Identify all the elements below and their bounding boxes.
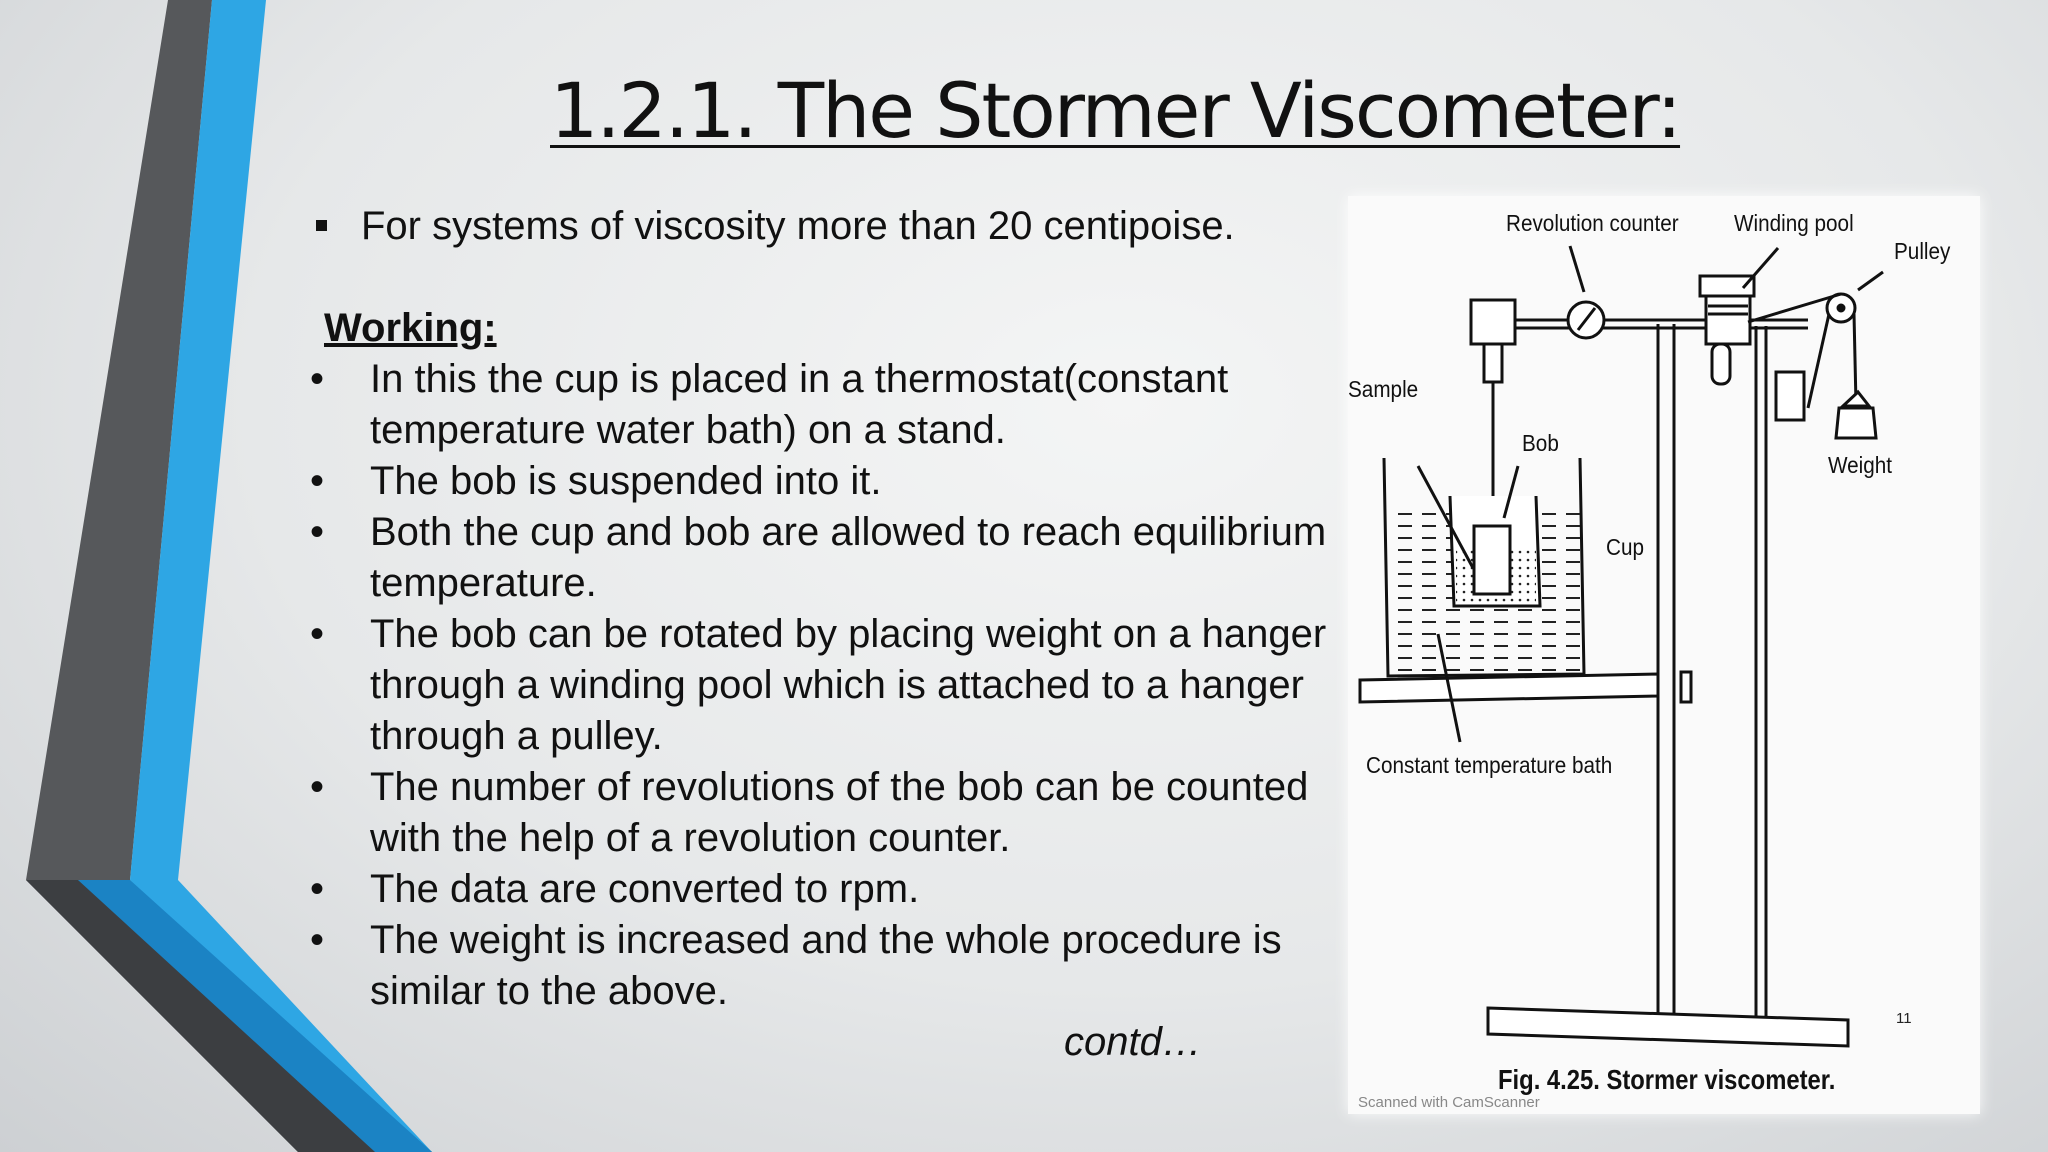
list-item-text: The number of revolutions of the bob can be counted with the help of a revolution counter. bbox=[370, 765, 1309, 860]
label-bob: Bob bbox=[1522, 430, 1559, 456]
label-pulley: Pulley bbox=[1894, 238, 1951, 264]
page-number: 11 bbox=[1896, 1010, 1912, 1027]
slide-title: 1.2.1. The Stormer Viscometer: bbox=[550, 66, 1681, 155]
square-bullet-icon bbox=[316, 220, 327, 231]
working-steps-list bbox=[310, 354, 1330, 1017]
list-item-text: The weight is increased and the whole procedure is similar to the above. bbox=[370, 918, 1282, 1013]
list-item: • The data are converted to rpm. bbox=[310, 867, 920, 911]
list-item: • Both the cup and bob are allowed to reach equilibrium temperature. bbox=[310, 510, 1327, 605]
intro-text: For systems of viscosity more than 20 centipoise. bbox=[361, 204, 1235, 248]
continued-note: contd… bbox=[1064, 1020, 1202, 1064]
list-item: • In this the cup is placed in a thermostat(constant temperature water bath) on a stand. bbox=[310, 357, 1229, 452]
stormer-viscometer-figure bbox=[1348, 196, 1980, 1114]
label-revolution-counter: Revolution counter bbox=[1506, 210, 1679, 236]
list-item: • The weight is increased and the whole procedure is similar to the above. bbox=[310, 918, 1282, 1013]
label-sample: Sample bbox=[1348, 376, 1419, 402]
working-heading: Working: bbox=[324, 306, 497, 350]
figure-caption: Fig. 4.25. Stormer viscometer. bbox=[1498, 1064, 1836, 1095]
viscometer-diagram bbox=[1348, 196, 1980, 1114]
label-weight: Weight bbox=[1828, 452, 1893, 478]
list-item-text: The bob is suspended into it. bbox=[370, 459, 882, 503]
list-item-text: The bob can be rotated by placing weight on a hanger through a winding pool which is attached to a hanger through a pulley. bbox=[370, 612, 1327, 758]
list-item-text: In this the cup is placed in a thermostat(constant temperature water bath) on a stand. bbox=[370, 357, 1229, 452]
list-item-text: Both the cup and bob are allowed to reach equilibrium temperature. bbox=[370, 510, 1327, 605]
list-item: • The number of revolutions of the bob can be counted with the help of a revolution counter. bbox=[310, 765, 1309, 860]
list-item-text: The data are converted to rpm. bbox=[370, 867, 920, 911]
list-item: • The bob is suspended into it. bbox=[310, 459, 882, 503]
label-winding-pool: Winding pool bbox=[1734, 210, 1854, 236]
label-cup: Cup bbox=[1606, 534, 1644, 560]
scanner-watermark: Scanned with CamScanner bbox=[1358, 1094, 1540, 1111]
list-item: • The bob can be rotated by placing weight on a hanger through a winding pool which is attached to a hanger through a pulley. bbox=[310, 612, 1327, 758]
label-constant-temperature-bath: Constant temperature bath bbox=[1366, 752, 1613, 778]
